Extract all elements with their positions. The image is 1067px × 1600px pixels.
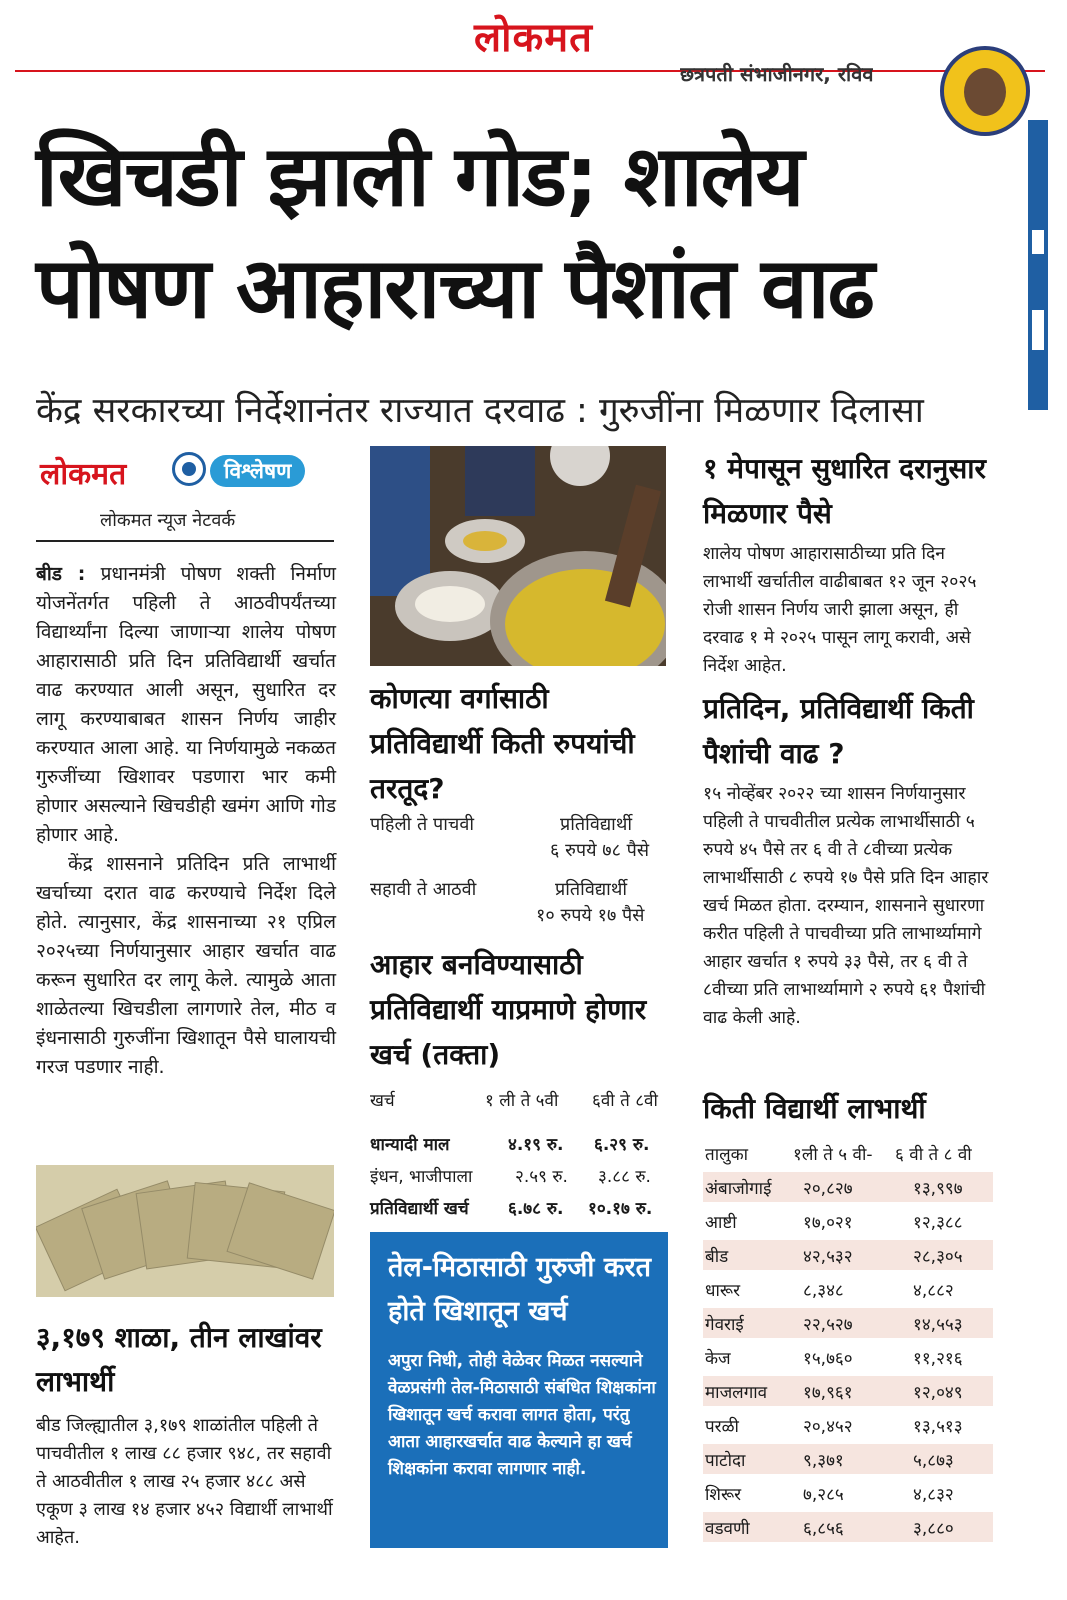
table-row: [703, 1410, 993, 1440]
increase-body: १५ नोव्हेंबर २०२२ च्या शासन निर्णयानुसार पहिली ते पाचवीतील प्रत्येक लाभार्थीसाठी ५ रुपये ४५ पैसे तर ६ वी ते ८वीच्या प्रत्येक लाभार्थीसाठी ८ रुपये १७ पैसे प्रति दिन आहार खर्च मिळत होता. दरम्यान, शासनाने सुधारणा करीत पहिली ते पाचवीच्या प्रति लाभार्थ्यामागे आहार खर्चात १ रुपये ३३ पैसे, तर ६ वी ते ८वीच्या प्रति लाभार्थ्यामागे २ रुपये ६१ पैशांची वाढ केली आहे.: [703, 784, 989, 1028]
taluka-a: ४२,५३२: [803, 1247, 853, 1267]
may-title: १ मेपासून सुधारित दरानुसार मिळणार पैसे: [703, 452, 986, 530]
taluka-b: १२,३८८: [913, 1213, 963, 1233]
allocation-label-2: प्रतिविद्यार्थी: [555, 879, 627, 900]
article-para-1-text: प्रधानमंत्री पोषण शक्ती निर्माण योजनेंतर्गत पहिली ते आठवीपर्यंतच्या विद्यार्थ्यांना दिल्या जाणाऱ्या शालेय पोषण आहारासाठी प्रति दिन प्रतिविद्यार्थी खर्चात वाढ करण्यात आली असून, सुधारित दर लागू करण्याबाबत शासन निर्णय जाहीर करण्यात आला आहे. या निर्णयामुळे नकळत गुरुजींच्या खिशावर पडणारा भार कमी होणार असल्याने खिचडीही खमंग आणि गोड होणार आहे.: [36, 563, 336, 846]
may-body: शालेय पोषण आहारासाठीच्या प्रति दिन लाभार्थी खर्चातील वाढीबाबत १२ जून २०२५ रोजी शासन निर्णय जारी झाला असून, ही दरवाढ १ मे २०२५ पासून लागू करावी, असे निर्देश आहेत.: [703, 544, 977, 676]
taluka-name: आष्टी: [705, 1213, 737, 1233]
analysis-badge-icon: [172, 452, 206, 486]
taluka-a: १७,९६१: [803, 1383, 853, 1403]
article-dateline: बीड :: [36, 563, 86, 585]
taluka-b: ११,२१६: [913, 1349, 963, 1369]
beneficiaries-title: किती विद्यार्थी लाभार्थी: [703, 1092, 926, 1125]
cost-table-header: [370, 1088, 666, 1118]
table-row: [703, 1444, 993, 1474]
beneficiaries-header: [703, 1138, 993, 1168]
table-row: [370, 1196, 666, 1226]
taluka-name: शिरूर: [705, 1485, 742, 1505]
taluka-b: ५,८७३: [913, 1451, 954, 1471]
cost-b: ६.२९ रु.: [594, 1135, 650, 1155]
masthead-rule: [15, 70, 1045, 72]
analysis-badge: विश्लेषण: [210, 455, 305, 487]
taluka-name: धारूर: [705, 1281, 741, 1301]
taluka-a: २२,५२७: [803, 1315, 853, 1335]
table-row: [703, 1342, 993, 1372]
taluka-a: ८,३४८: [803, 1281, 844, 1301]
taluka-name: माजलगाव: [705, 1383, 768, 1403]
main-article: [36, 560, 336, 1082]
table-row: [703, 1240, 993, 1270]
cost-header-b: ६वी ते ८वी: [592, 1091, 658, 1111]
header-b: ६ वी ते ८ वी: [895, 1145, 972, 1165]
table-row: [703, 1274, 993, 1304]
table-row: [703, 1308, 993, 1338]
schools-body: बीड जिल्ह्यातील ३,१७९ शाळांतील पहिली ते पाचवीतील १ लाख ८८ हजार ९४८, तर सहावी ते आठवीतील १ लाख २५ हजार ४८८ असे एकूण ३ लाख १४ हजार ४५२ विद्यार्थी लाभार्थी आहेत.: [36, 1415, 333, 1548]
cost-a: ६.७८ रु.: [508, 1199, 564, 1219]
taluka-name: पाटोदा: [705, 1451, 746, 1471]
cost-b: १०.१७ रु.: [588, 1199, 653, 1219]
taluka-a: १७,०२१: [803, 1213, 853, 1233]
allocation-class-1: पहिली ते पाचवी: [370, 814, 474, 835]
sidebar-box-title: तेल-मिठासाठी गुरुजी करत होते खिशातून खर्च: [388, 1252, 651, 1327]
masthead-logo: लोकमत: [474, 14, 593, 61]
taluka-name: अंबाजोगाई: [705, 1179, 772, 1199]
adjacent-page-edge: [1028, 120, 1048, 410]
increase-title: प्रतिदिन, प्रतिविद्यार्थी किती पैशांची वाढ ?: [703, 692, 974, 770]
headline: [36, 120, 996, 344]
taluka-a: ६,८५६: [803, 1519, 844, 1539]
cost-header-a: १ ली ते ५वी: [485, 1091, 559, 1111]
taluka-a: २०,४५२: [803, 1417, 853, 1437]
midday-meal-photo: [370, 446, 666, 666]
cost-item: प्रतिविद्यार्थी खर्च: [370, 1199, 469, 1219]
taluka-b: १२,०४९: [913, 1383, 963, 1403]
cost-header-item: खर्च: [370, 1091, 395, 1111]
table-row: [703, 1206, 993, 1236]
cost-a: ४.१९ रु.: [508, 1135, 564, 1155]
article-para-2: केंद्र शासनाने प्रतिदिन प्रति लाभार्थी खर्चाच्या दरात वाढ करण्याचे निर्देश दिले होते. त्यानुसार, केंद्र शासनाच्या २१ एप्रिल २०२५च्या निर्णयानुसार आहार खर्चात वाढ करून सुधारित दर लागू केले. त्यामुळे आता शाळेतल्या खिचडीला लागणारे तेल, मीठ व इंधनासाठी गुरुजींना खिशातून पैसे घालायची गरज पडणार नाही.: [36, 853, 336, 1078]
table-row: [703, 1478, 993, 1508]
table-row: [370, 1164, 666, 1194]
allocation-class-2: सहावी ते आठवी: [370, 879, 477, 900]
taluka-b: १३,५१३: [913, 1417, 963, 1437]
taluka-b: १३,९९७: [913, 1179, 963, 1199]
article-para-1: [36, 560, 336, 850]
subheadline: केंद्र सरकारच्या निर्देशानंतर राज्यात दरवाढ : गुरुजींना मिळणार दिलासा: [36, 391, 924, 431]
sidebar-box-body: अपुरा निधी, तोही वेळेवर मिळत नसल्याने वेळप्रसंगी तेल-मिठासाठी संबंधित शिक्षकांना खिशातून खर्च करावा लागत होता, परंतु आता आहारखर्चात वाढ केल्याने हा खर्च शिक्षकांना करावा लागणार नाही.: [388, 1351, 656, 1479]
allocation-amount-1: ६ रुपये ७८ पैसे: [550, 840, 650, 861]
header-taluka: तालुका: [705, 1145, 749, 1165]
table-row: [703, 1376, 993, 1406]
header-a: १ली ते ५ वी-: [793, 1145, 873, 1165]
taluka-b: २८,३०५: [913, 1247, 963, 1267]
taluka-b: ३,८८०: [913, 1519, 954, 1539]
table-row: [703, 1512, 993, 1542]
taluka-name: बीड: [705, 1247, 729, 1267]
taluka-a: ९,३७१: [803, 1451, 844, 1471]
headline-line-2: पोषण आहाराच्या पैशांत वाढ: [36, 239, 873, 337]
taluka-a: २०,८२७: [803, 1179, 853, 1199]
taluka-a: १५,७६०: [803, 1349, 853, 1369]
sidebar-box: [370, 1232, 668, 1548]
allocation-label-1: प्रतिविद्यार्थी: [560, 814, 632, 835]
taluka-b: १४,५५३: [913, 1315, 963, 1335]
table-row: [703, 1172, 993, 1202]
taluka-name: परळी: [705, 1417, 739, 1437]
taluka-name: वडवणी: [705, 1519, 750, 1539]
dateline: छत्रपती संभाजीनगर, रविव: [680, 62, 874, 86]
brand-logo: लोकमत: [40, 457, 127, 492]
currency-photo: [36, 1165, 334, 1297]
schools-title: ३,१७९ शाळा, तीन लाखांवर लाभार्थी: [36, 1321, 322, 1398]
cost-table-title: आहार बनविण्यासाठी प्रतिविद्यार्थी याप्रमाणे होणार खर्च (तक्ता): [370, 948, 647, 1071]
taluka-name: केज: [705, 1349, 731, 1369]
headline-line-1: खिचडी झाली गोड; शालेय: [36, 127, 803, 225]
cost-item: धान्यादी माल: [370, 1135, 450, 1155]
cost-item: इंधन, भाजीपाला: [370, 1167, 473, 1187]
taluka-b: ४,८३२: [913, 1485, 954, 1505]
allocation-amount-2: १० रुपये १७ पैसे: [536, 905, 645, 926]
portrait-icon: [964, 68, 1006, 116]
cost-b: ३.८८ रु.: [598, 1167, 651, 1187]
taluka-name: गेवराई: [705, 1315, 744, 1335]
taluka-b: ४,८८२: [913, 1281, 954, 1301]
byline: लोकमत न्यूज नेटवर्क: [100, 510, 236, 531]
allocation-title: कोणत्या वर्गासाठी प्रतिविद्यार्थी किती रुपयांची तरतूद?: [370, 682, 635, 805]
cost-a: २.५९ रु.: [515, 1167, 568, 1187]
taluka-a: ७,२८५: [803, 1485, 844, 1505]
table-row: [370, 1132, 666, 1162]
byline-rule: [36, 540, 334, 542]
